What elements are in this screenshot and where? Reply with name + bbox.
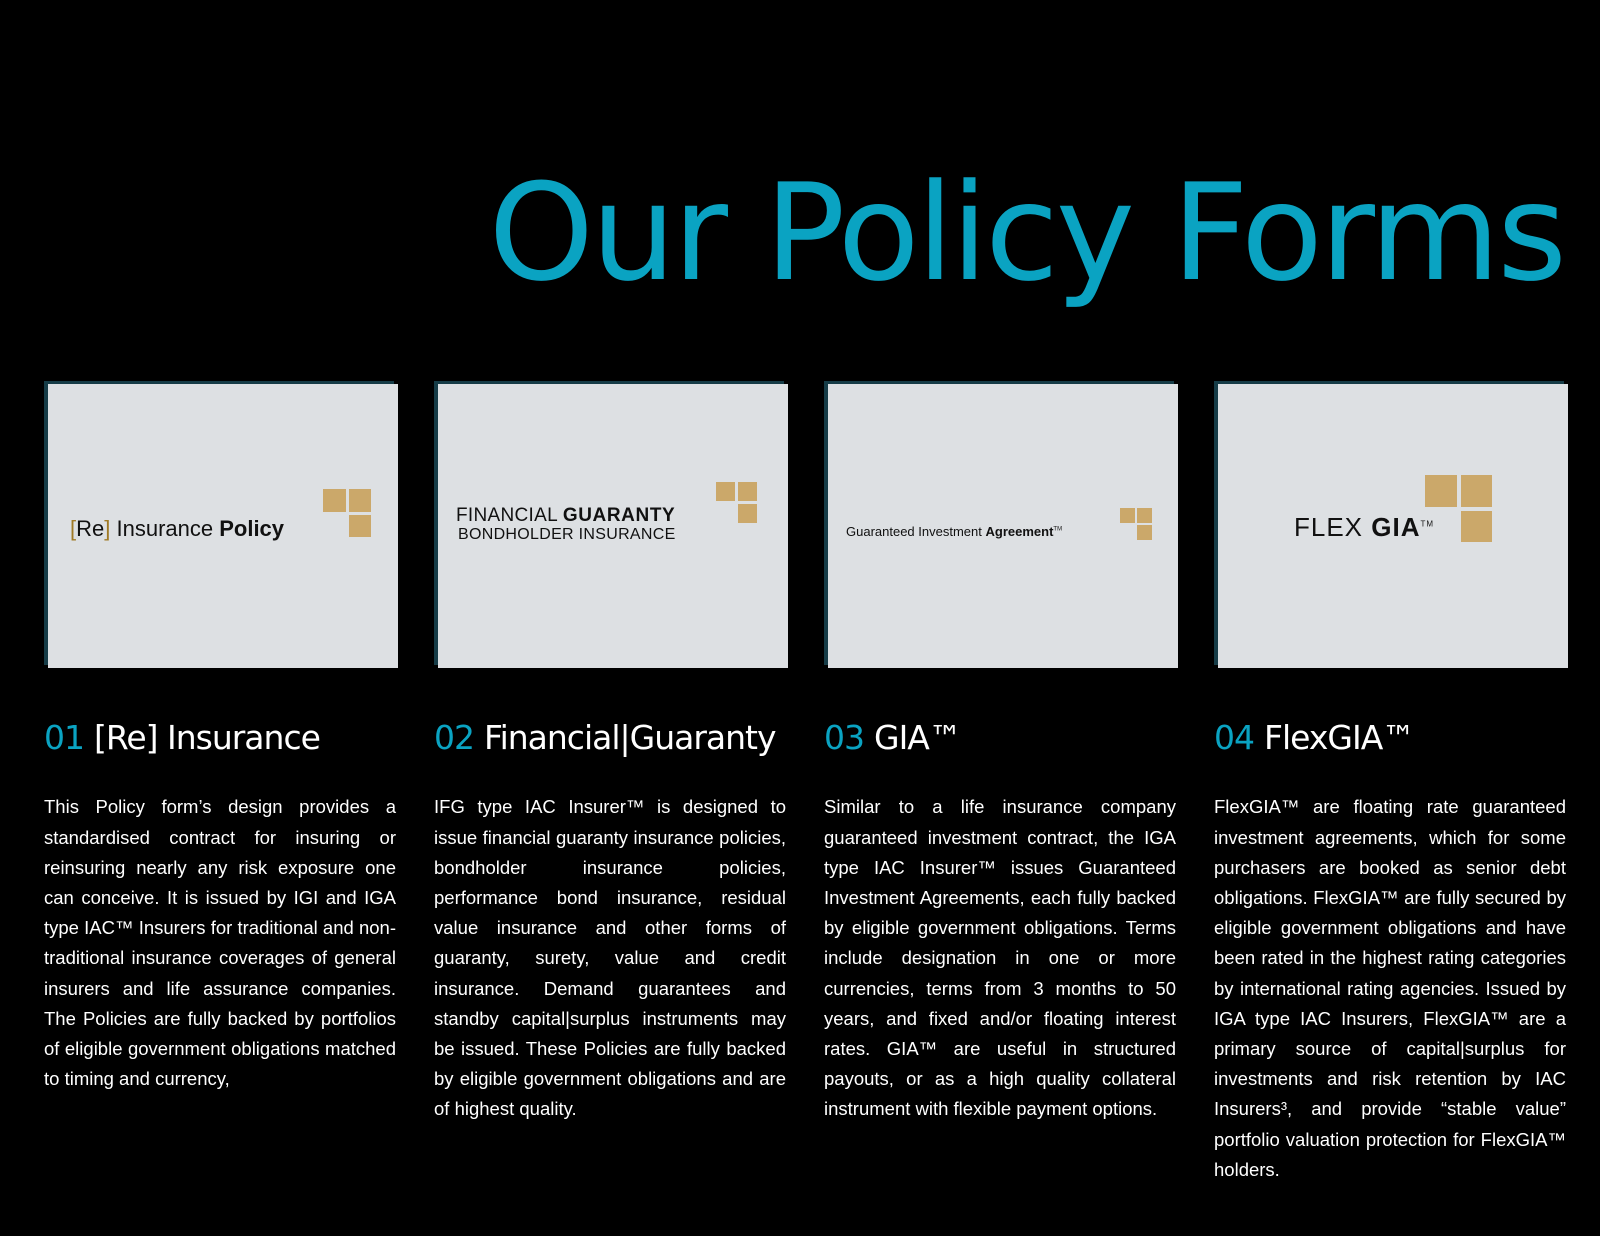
- logo-trademark: TM: [1420, 519, 1435, 529]
- gold-squares-icon: [1120, 508, 1152, 540]
- logo-word-insurance: Insurance: [110, 516, 220, 541]
- policy-heading: [44, 720, 396, 756]
- policy-description: IFG type IAC Insurer™ is designed to issue financial guaranty insurance policies, bondholder insurance policies, performance bond insurance, residual value insurance and other forms of guaranty, surety, value and credit insurance. Demand guarantees and standby capital|surplus instruments may be issued. These Policies are fully backed by eligible government obligations and are of highest quality.: [434, 796, 786, 1120]
- policy-logo-card-flexgia: [1218, 384, 1568, 668]
- policy-name: Financial|Guaranty: [484, 718, 776, 757]
- gia-logo: [828, 384, 1178, 668]
- policy-number: 03: [824, 718, 864, 757]
- policy-number: 04: [1214, 718, 1254, 757]
- gold-squares-icon: [323, 489, 371, 537]
- policy-heading: [1214, 720, 1566, 756]
- gold-squares-icon: [1425, 475, 1492, 542]
- logo-bracket-open: [: [70, 516, 77, 541]
- logo-wordmark: [70, 516, 284, 542]
- logo-word-agreement: Agreement: [985, 524, 1054, 539]
- policy-number: 01: [44, 718, 84, 757]
- logo-word-financial: FINANCIAL: [456, 505, 563, 526]
- logo-subtitle: BONDHOLDER INSURANCE: [458, 526, 676, 543]
- logo-word-guaranty: GUARANTY: [562, 505, 676, 526]
- policy-column-gia: [824, 384, 1176, 1125]
- financial-guaranty-logo: [438, 384, 788, 668]
- policy-column-flexgia: [1214, 384, 1566, 1185]
- policy-description: FlexGIA™ are floating rate guaranteed investment agreements, which for some purchasers are booked as senior debt obligations. FlexGIA™ are fully secured by eligible government obligations and have been rated in the highest rating categories by international rating agencies. Issued by IGA type IAC Insurers, FlexGIA™ are a primary source of capital|surplus for investments and risk retention by IAC Insurers³, and provide “stable value” portfolio valuation protection for FlexGIA™ holders.: [1214, 796, 1566, 1180]
- policy-description: This Policy form’s design provides a standardised contract for insuring or reinsuring nearly any risk exposure one can conceive. It is issued by IGI and IGA type IAC™ Insurers for traditional and non-traditional insurance coverages of general insurers and life assurance companies. The Policies are fully backed by portfolios of eligible government obligations matched to timing and currency,: [44, 796, 396, 1090]
- policy-logo-card-reinsurance: [48, 384, 398, 668]
- policy-description: Similar to a life insurance company guaranteed investment contract, the IGA type IAC Insurer™ issues Guaranteed Investment Agreements, each fully backed by eligible government obligations. Terms include designation in one or more currencies, terms from 3 months to 50 years, and fixed and/or floating interest rates. GIA™ are useful in structured payouts, or as a high quality collateral instrument with flexible payment options.: [824, 796, 1176, 1120]
- logo-word-flex: FLEX: [1294, 512, 1372, 542]
- policy-heading: [824, 720, 1176, 756]
- logo-wordmark: [1294, 512, 1434, 543]
- policy-logo-card-financial-guaranty: [438, 384, 788, 668]
- logo-re: Re: [76, 516, 105, 541]
- policy-name: GIA™: [874, 718, 961, 757]
- policy-name: FlexGIA™: [1264, 718, 1415, 757]
- logo-trademark: TM: [1053, 526, 1063, 533]
- flexgia-logo: [1218, 384, 1568, 668]
- logo-bracket-close: ]: [104, 516, 111, 541]
- policy-heading: [434, 720, 786, 756]
- policy-column-reinsurance: [44, 384, 396, 1094]
- logo-word-gia: GIA: [1371, 512, 1421, 542]
- reinsurance-policy-logo: [48, 384, 398, 668]
- policy-logo-card-gia: [828, 384, 1178, 668]
- policy-column-financial-guaranty: [434, 384, 786, 1125]
- logo-word-policy: Policy: [219, 516, 285, 541]
- policy-number: 02: [434, 718, 474, 757]
- gold-squares-icon: [716, 482, 757, 523]
- logo-wordmark: [846, 524, 1062, 539]
- logo-wordmark: [456, 505, 675, 527]
- policy-name: [Re] Insurance: [94, 718, 320, 757]
- page-title: Our Policy Forms: [488, 155, 1564, 311]
- logo-word-guaranteed-investment: Guaranteed Investment: [846, 524, 986, 539]
